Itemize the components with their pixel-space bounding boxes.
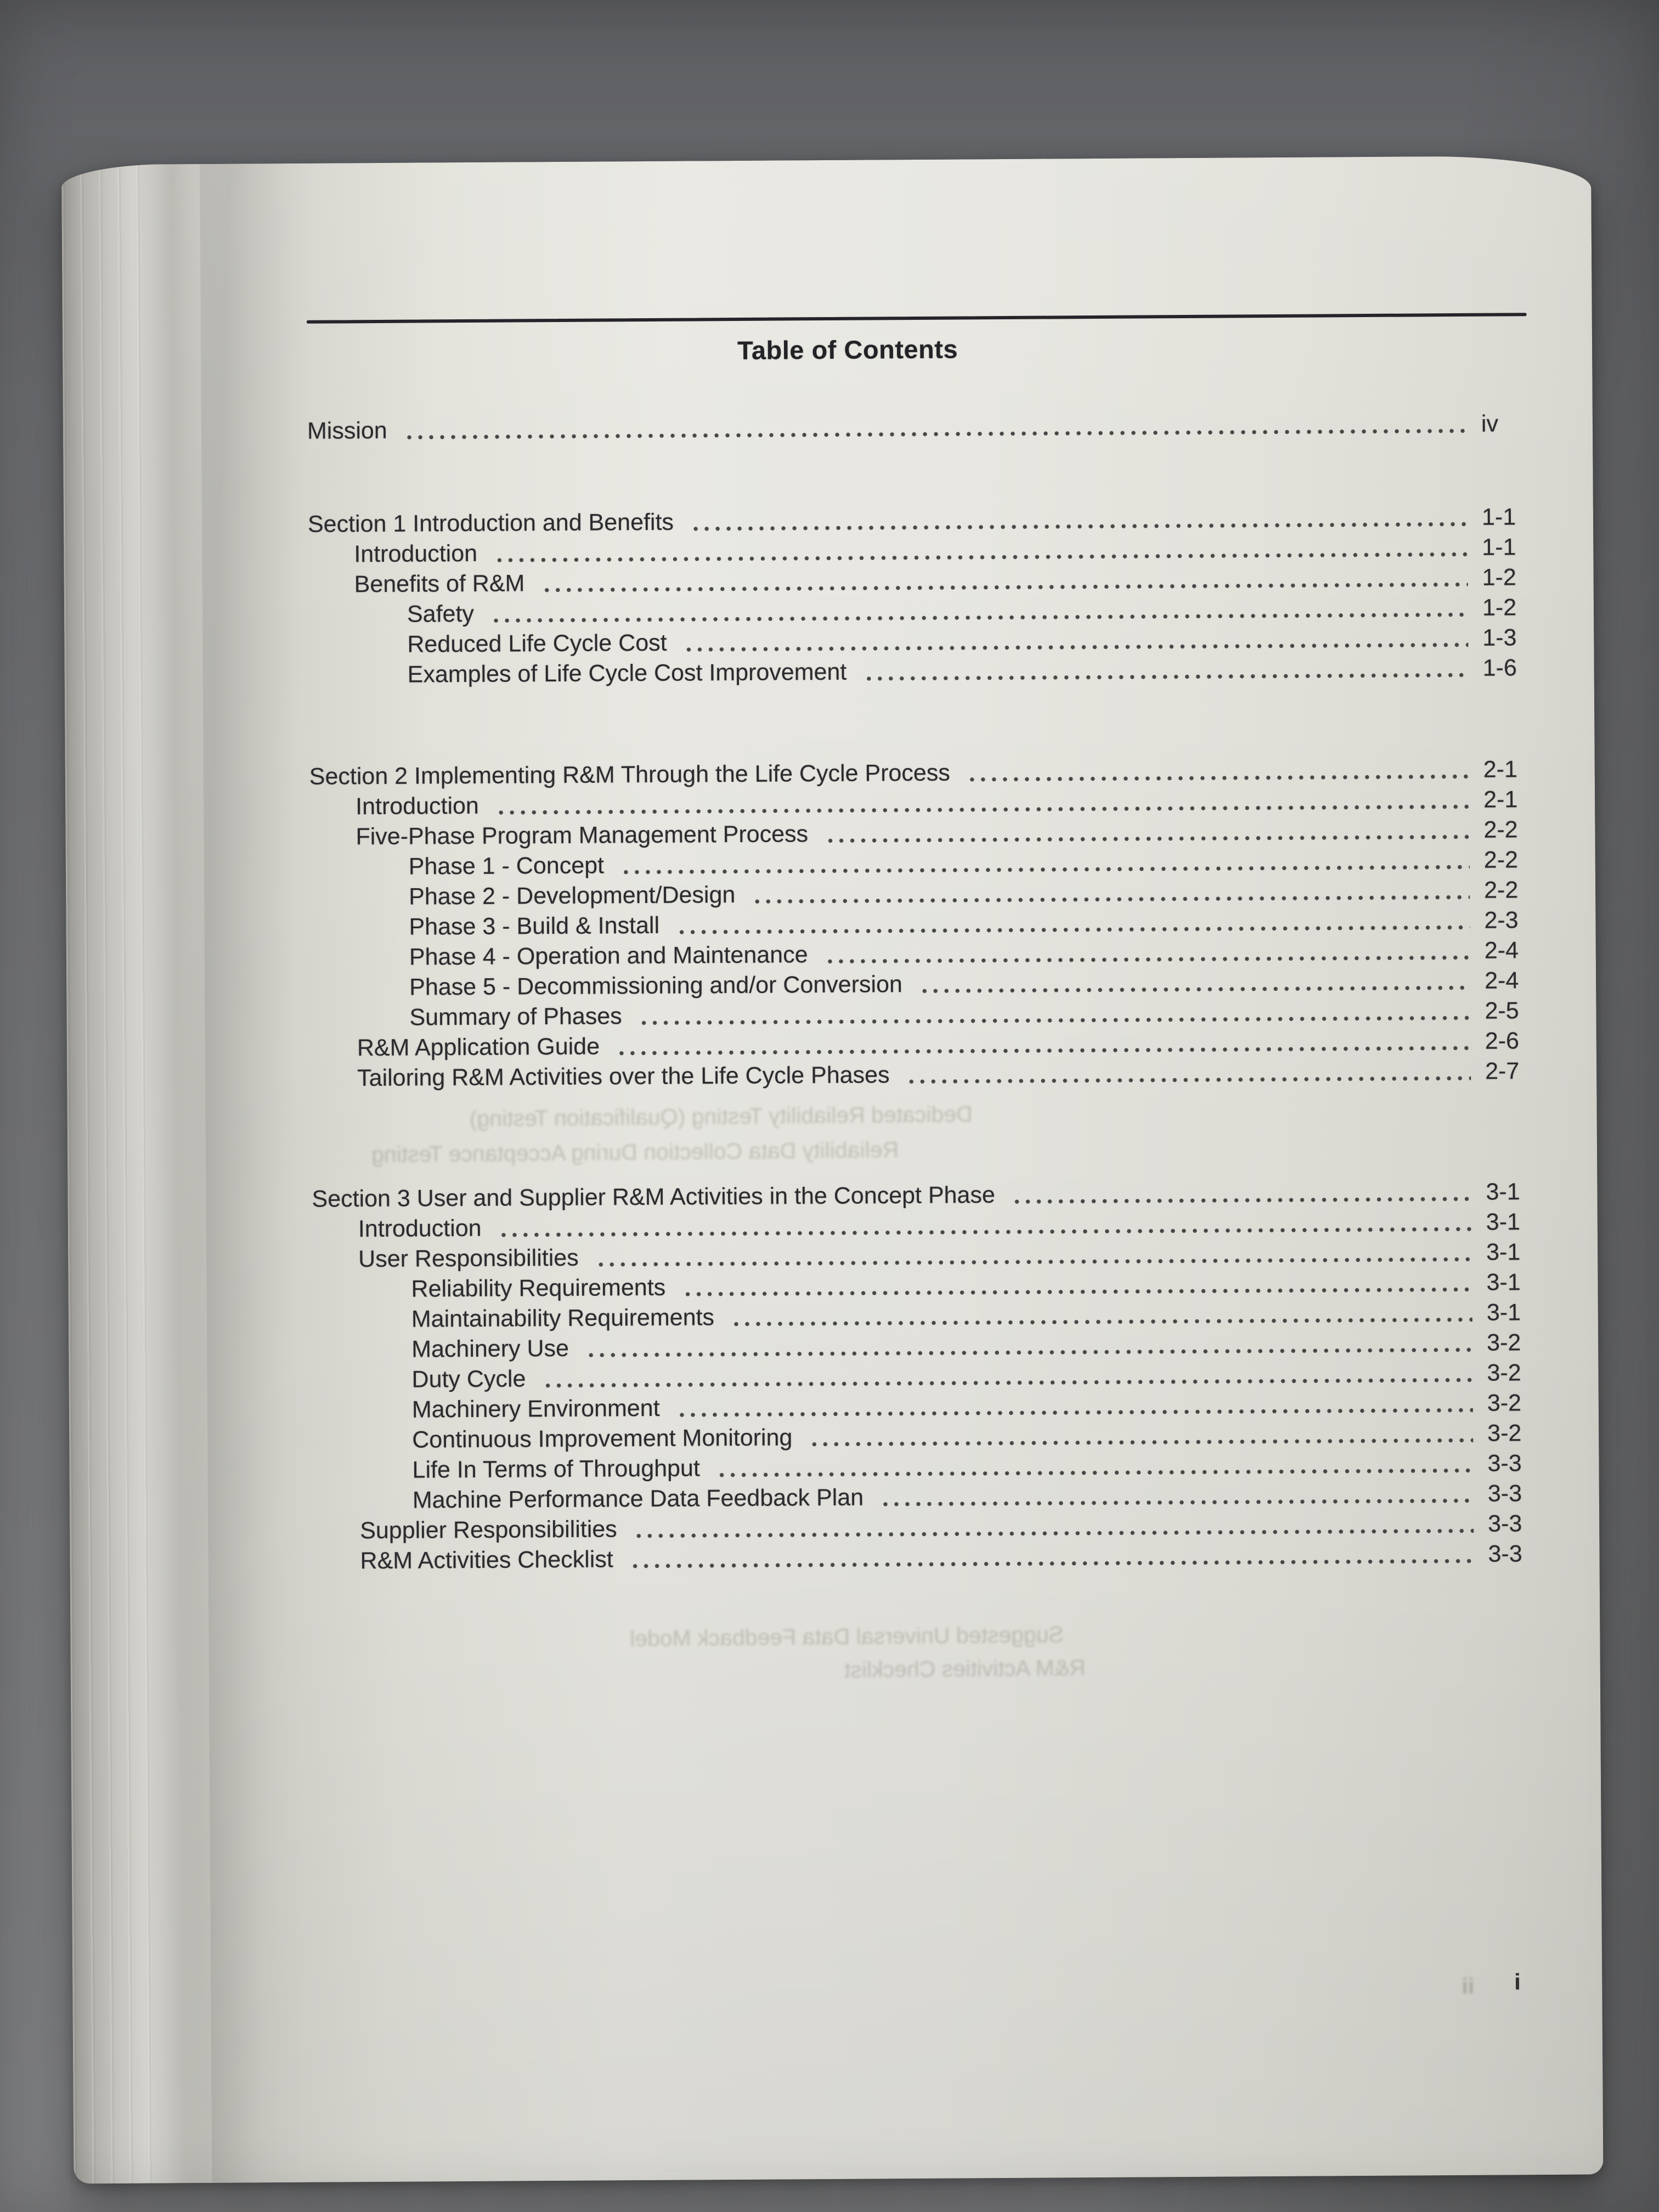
dot-leader <box>490 612 1468 623</box>
toc-section-3 <box>312 1177 1571 1577</box>
entry-page-number: 3-3 <box>1487 1450 1522 1477</box>
entry-label: Machine Performance Data Feedback Plan <box>412 1484 864 1514</box>
entry-label: Phase 3 - Build & Install <box>409 912 660 940</box>
entry-page-number: 2-4 <box>1484 937 1519 964</box>
entry-page-number: 3-1 <box>1486 1269 1521 1296</box>
entry-page-number: 3-3 <box>1488 1541 1522 1567</box>
entry-label: Introduction <box>354 540 478 568</box>
entry-page-number: 2-6 <box>1485 1028 1520 1054</box>
entry-page-number: 3-2 <box>1487 1420 1522 1447</box>
dot-leader <box>825 955 1470 964</box>
entry-page-number: 3-2 <box>1487 1359 1521 1386</box>
entry-page-number: 1-3 <box>1482 624 1517 651</box>
entry-label: Supplier Responsibilities <box>360 1516 617 1544</box>
entry-page-number: 2-7 <box>1485 1058 1520 1085</box>
toc-entry <box>307 409 1565 447</box>
entry-label: Machinery Environment <box>411 1395 660 1423</box>
entry-page-number: 1-6 <box>1482 654 1517 681</box>
entry-page-number: 2-1 <box>1483 786 1518 813</box>
dot-leader <box>906 1076 1471 1084</box>
book-page <box>61 155 1603 2183</box>
entry-label: Safety <box>407 600 475 628</box>
entry-label: Section 2 Implementing R&M Through the Life Cycle Process <box>309 759 950 790</box>
dot-leader <box>1012 1197 1472 1204</box>
dot-leader <box>595 1257 1472 1267</box>
bleed-through-text: Suggested Universal Data Feedback Model <box>629 1622 1064 1651</box>
entry-page-number: 2-1 <box>1483 756 1518 783</box>
entry-label: Reliability Requirements <box>411 1274 666 1302</box>
entry-label: Phase 5 - Decommissioning and/or Conversion <box>409 971 902 1001</box>
dot-leader <box>494 552 1468 563</box>
dot-leader <box>542 1378 1472 1388</box>
entry-page-number: 3-1 <box>1486 1178 1520 1205</box>
entry-page-number: 2-2 <box>1483 816 1518 843</box>
dot-leader <box>639 1015 1471 1025</box>
dot-leader <box>620 865 1470 874</box>
page-curl-shadow <box>200 163 305 2183</box>
entry-label: Phase 1 - Concept <box>408 852 605 880</box>
dot-leader <box>825 834 1470 843</box>
entry-label: Maintainability Requirements <box>411 1304 715 1333</box>
entry-label: Benefits of R&M <box>354 570 525 598</box>
entry-page-number: 3-2 <box>1487 1329 1521 1356</box>
dot-leader <box>809 1438 1473 1447</box>
dot-leader <box>752 895 1470 904</box>
entry-page-number: 1-1 <box>1482 534 1516 561</box>
dot-leader <box>616 1046 1471 1056</box>
bleed-through-text: Reliability Data Collection During Acceptance Testing <box>371 1137 899 1167</box>
toc-content <box>307 313 1572 1577</box>
bleed-through-text: Dedicated Reliability Testing (Qualification Testing) <box>469 1101 973 1132</box>
entry-label: User Responsibilities <box>358 1244 579 1273</box>
entry-label: Phase 2 - Development/Design <box>409 882 736 910</box>
dot-leader <box>634 1528 1474 1538</box>
entry-label: Machinery Use <box>411 1335 569 1363</box>
dot-leader <box>585 1347 1472 1358</box>
entry-label: Five-Phase Program Management Process <box>356 821 809 850</box>
entry-label: Continuous Improvement Monitoring <box>412 1424 793 1453</box>
entry-label: Tailoring R&M Activities over the Life Cycle Phases <box>357 1062 890 1092</box>
entry-page-number: iv <box>1481 410 1499 437</box>
dot-leader <box>716 1468 1474 1477</box>
entry-page-number: 3-3 <box>1487 1480 1522 1507</box>
toc-section-1 <box>308 503 1566 691</box>
entry-page-number: 3-3 <box>1488 1510 1522 1537</box>
entry-label: Life In Terms of Throughput <box>412 1455 700 1483</box>
dot-leader <box>731 1317 1472 1327</box>
entry-page-number: 3-1 <box>1486 1209 1521 1235</box>
entry-page-number: 2-5 <box>1485 997 1519 1024</box>
entry-page-number: 1-2 <box>1482 594 1517 621</box>
dot-leader <box>498 1227 1472 1238</box>
page-stack-edge <box>61 164 212 2183</box>
entry-page-number: 3-1 <box>1486 1299 1521 1326</box>
dot-leader <box>630 1559 1474 1568</box>
bleed-through-text: R&M Activities Checklist <box>844 1655 1086 1683</box>
entry-page-number: 2-2 <box>1483 847 1519 873</box>
entry-label: Reduced Life Cycle Cost <box>407 629 667 658</box>
entry-label: Phase 4 - Operation and Maintenance <box>409 941 808 970</box>
entry-label: Section 1 Introduction and Benefits <box>307 509 674 538</box>
dot-leader <box>880 1498 1474 1507</box>
page-title: Table of Contents <box>737 334 958 365</box>
dot-leader <box>682 1287 1472 1297</box>
dot-leader <box>495 804 1469 815</box>
entry-page-number: 2-4 <box>1485 967 1519 994</box>
entry-label: Introduction <box>356 792 479 820</box>
entry-label: R&M Application Guide <box>357 1033 600 1062</box>
toc-front-matter <box>307 409 1565 447</box>
toc-section-2 <box>309 755 1569 1094</box>
dot-leader <box>690 522 1468 532</box>
dot-leader <box>676 925 1470 935</box>
entry-page-number: 3-2 <box>1487 1390 1522 1417</box>
header-rule <box>307 313 1527 324</box>
entry-page-number: 2-3 <box>1484 907 1519 934</box>
entry-label: Duty Cycle <box>411 1365 526 1393</box>
entry-page-number: 3-1 <box>1486 1239 1521 1266</box>
entry-label: Examples of Life Cycle Cost Improvement <box>407 658 847 688</box>
entry-page-number: 2-2 <box>1484 877 1519 904</box>
dot-leader <box>541 582 1468 592</box>
dot-leader <box>676 1408 1473 1418</box>
dot-leader <box>684 642 1469 652</box>
entry-label: Summary of Phases <box>409 1003 622 1031</box>
page-number-footer-ghost: ii <box>1462 1973 1475 1999</box>
entry-label: Mission <box>307 417 387 444</box>
entry-label: Introduction <box>358 1215 482 1243</box>
dot-leader <box>967 774 1469 782</box>
entry-page-number: 1-2 <box>1482 564 1516 591</box>
entry-label: R&M Activities Checklist <box>360 1546 613 1575</box>
entry-label: Section 3 User and Supplier R&M Activities in the Concept Phase <box>312 1182 995 1212</box>
dot-leader <box>863 673 1468 681</box>
page-number-footer: i <box>1514 1969 1521 1995</box>
dot-leader <box>404 428 1467 440</box>
dot-leader <box>919 985 1470 994</box>
entry-page-number: 1-1 <box>1481 504 1516 531</box>
